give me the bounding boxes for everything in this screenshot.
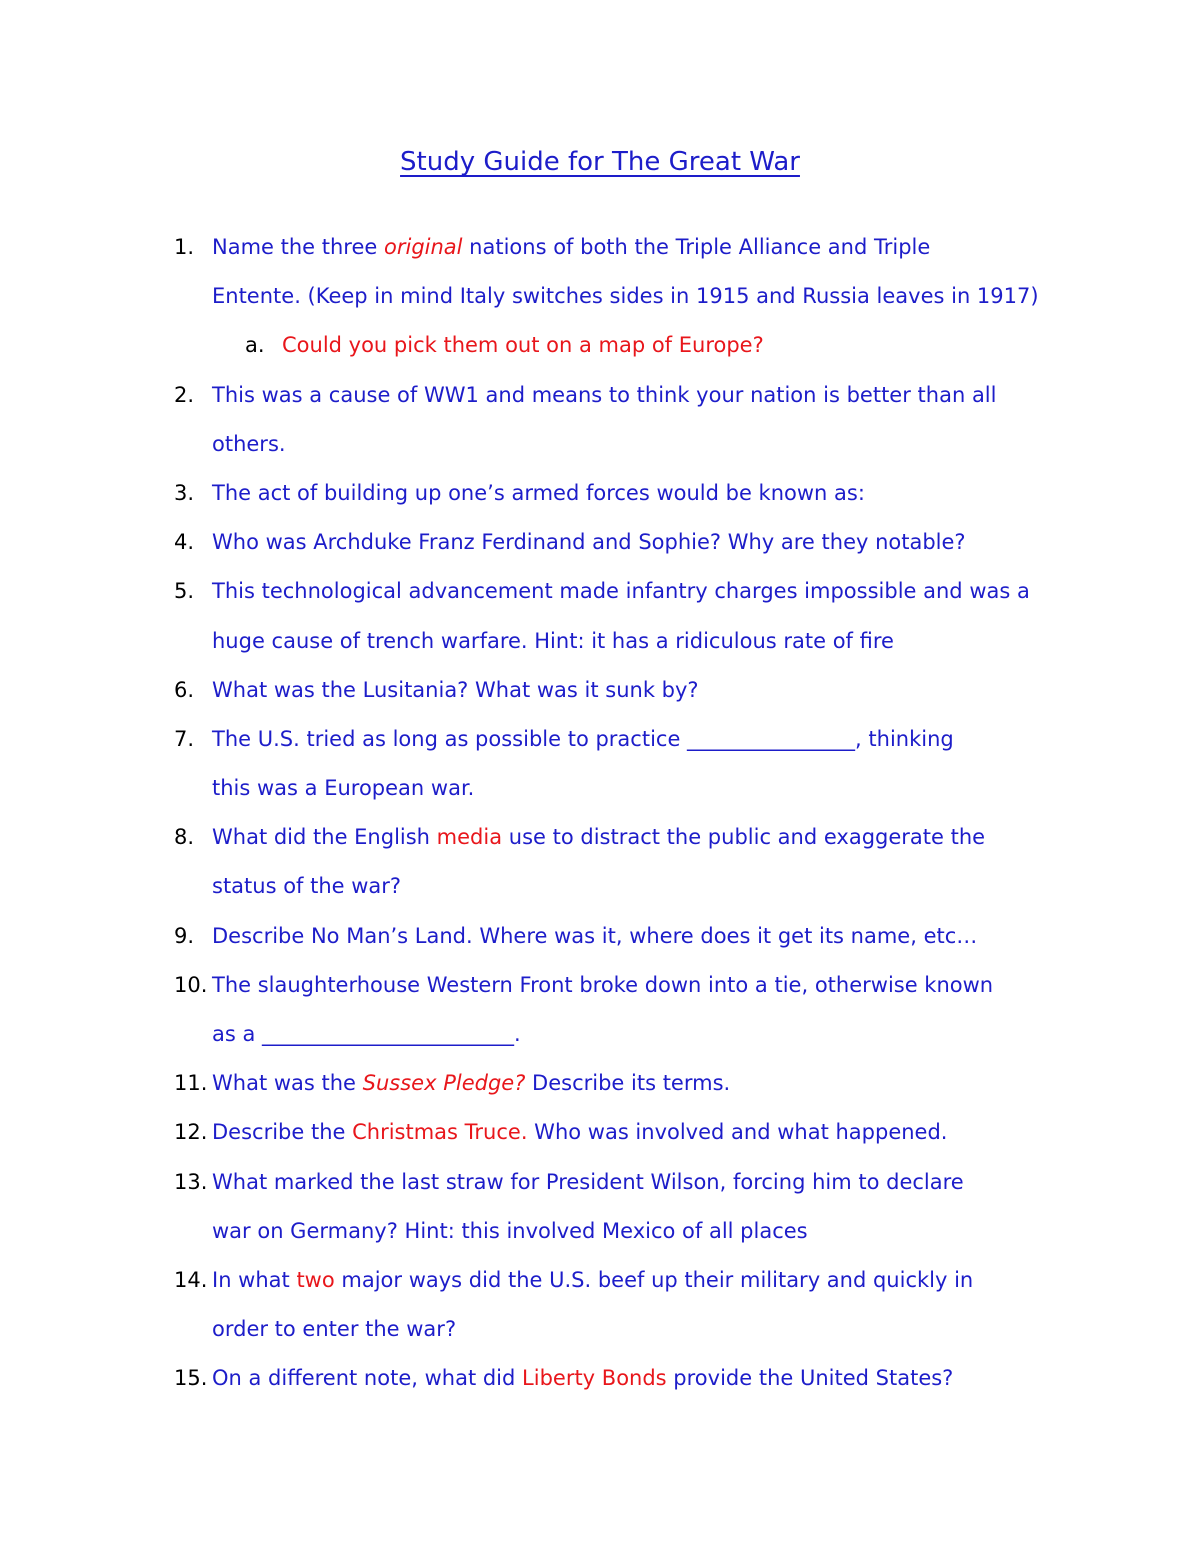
question-line	[0, 767, 1200, 816]
highlighted-term: Could you pick them out on a map of Europe?	[282, 333, 764, 358]
question-text	[212, 1357, 953, 1399]
question-text	[212, 718, 954, 760]
text-segment: Describe the	[212, 1120, 353, 1145]
text-segment: The U.S. tried as long as possible to practice ________________, thinking	[212, 726, 954, 751]
text-segment: war on Germany? Hint: this involved Mexico of all places	[212, 1218, 808, 1243]
question-line	[0, 1013, 1200, 1062]
question-list	[0, 226, 1200, 1407]
text-segment: Entente. (Keep in mind Italy switches sides in 1915 and Russia leaves in 1917)	[212, 284, 1039, 309]
text-segment: This technological advancement made infantry charges impossible and was a	[212, 579, 1030, 604]
text-segment: On a different note, what did	[212, 1366, 523, 1391]
question-number: 8.	[174, 825, 195, 850]
text-segment: status of the war?	[212, 874, 402, 899]
question-line	[0, 865, 1200, 914]
question-item	[0, 374, 1200, 472]
question-number: 6.	[174, 677, 195, 702]
question-item	[0, 1161, 1200, 1259]
question-number: 13.	[174, 1169, 208, 1194]
question-text	[212, 669, 699, 711]
question-text	[212, 226, 930, 268]
question-line	[0, 669, 1200, 718]
text-segment: What marked the last straw for President Wilson, forcing him to declare	[212, 1169, 964, 1194]
question-text	[212, 472, 865, 514]
question-line	[0, 1161, 1200, 1210]
highlighted-term: Christmas Truce.	[352, 1120, 528, 1145]
sub-question-item	[0, 324, 1200, 373]
question-text	[212, 423, 286, 465]
question-line	[0, 1062, 1200, 1111]
question-text	[212, 1308, 456, 1350]
highlighted-term: Liberty Bonds	[522, 1366, 667, 1391]
question-line	[0, 1308, 1200, 1357]
text-segment: Describe its terms.	[525, 1071, 731, 1096]
text-segment: In what	[212, 1267, 297, 1292]
question-item	[0, 915, 1200, 964]
question-text	[212, 1161, 964, 1203]
question-line	[0, 570, 1200, 619]
question-line	[0, 816, 1200, 865]
question-item	[0, 226, 1200, 324]
text-segment: provide the United States?	[666, 1366, 954, 1391]
question-number: 12.	[174, 1120, 208, 1145]
text-segment: Name the three	[212, 235, 384, 259]
text-segment: What was the	[212, 1071, 363, 1096]
question-line	[0, 374, 1200, 423]
question-item	[0, 1111, 1200, 1160]
question-line	[0, 1357, 1200, 1406]
question-number: 14.	[174, 1267, 208, 1292]
text-segment: major ways did the U.S. beef up their military and quickly in	[334, 1267, 974, 1292]
text-segment: The slaughterhouse Western Front broke down into a tie, otherwise known	[212, 972, 994, 997]
question-text	[212, 374, 996, 416]
question-text	[212, 915, 977, 957]
question-line	[0, 226, 1200, 275]
highlighted-term: original	[384, 235, 463, 259]
question-text	[212, 1062, 730, 1104]
question-item	[0, 570, 1200, 668]
question-item	[0, 521, 1200, 570]
text-segment: others.	[212, 431, 286, 456]
question-number: 2.	[174, 382, 195, 407]
question-line	[0, 620, 1200, 669]
question-text	[212, 1013, 521, 1055]
question-line	[0, 521, 1200, 570]
text-segment: huge cause of trench warfare. Hint: it has a ridiculous rate of fire	[212, 628, 894, 653]
question-line	[0, 472, 1200, 521]
text-segment: Describe No Man’s Land. Where was it, where does it get its name, etc…	[212, 923, 978, 948]
question-item	[0, 1062, 1200, 1111]
sub-question-letter: a.	[245, 333, 265, 358]
page-title: Study Guide for The Great War	[400, 147, 800, 177]
text-segment: Who was Archduke Franz Ferdinand and Sophie? Why are they notable?	[212, 530, 966, 555]
question-text	[212, 1259, 973, 1301]
text-segment: order to enter the war?	[212, 1317, 457, 1342]
text-segment: as a ________________________.	[212, 1022, 521, 1046]
question-line	[0, 718, 1200, 767]
question-text	[212, 275, 1039, 317]
question-item	[0, 816, 1200, 914]
question-line	[0, 1259, 1200, 1308]
question-line	[0, 964, 1200, 1013]
text-segment: Who was involved and what happened.	[527, 1120, 948, 1145]
question-text	[212, 570, 1030, 612]
question-text	[282, 324, 764, 366]
question-number: 15.	[174, 1366, 208, 1391]
question-text	[212, 521, 966, 563]
question-number: 11.	[174, 1071, 208, 1096]
question-text	[212, 1111, 947, 1153]
question-line	[0, 324, 1200, 373]
question-text	[212, 964, 993, 1006]
question-text	[212, 767, 474, 809]
question-number: 4.	[174, 530, 195, 555]
question-item	[0, 1357, 1200, 1406]
question-item	[0, 669, 1200, 718]
question-item	[0, 472, 1200, 521]
text-segment: This was a cause of WW1 and means to think your nation is better than all	[212, 382, 997, 407]
question-line	[0, 1210, 1200, 1259]
highlighted-term: Sussex Pledge?	[362, 1071, 526, 1096]
question-text	[212, 1210, 808, 1252]
question-line	[0, 423, 1200, 472]
question-number: 1.	[174, 235, 195, 259]
question-number: 3.	[174, 480, 195, 505]
question-item	[0, 718, 1200, 816]
question-line	[0, 275, 1200, 324]
text-segment: What did the English	[212, 825, 437, 850]
question-line	[0, 915, 1200, 964]
question-number: 5.	[174, 579, 195, 604]
question-number: 10.	[174, 972, 208, 997]
question-line	[0, 1111, 1200, 1160]
question-text	[212, 816, 985, 858]
question-text	[212, 620, 894, 662]
question-number: 7.	[174, 726, 195, 751]
highlighted-term: two	[296, 1267, 335, 1292]
text-segment: use to distract the public and exaggerate the	[502, 825, 986, 850]
highlighted-term: media	[436, 825, 503, 850]
text-segment: The act of building up one’s armed forces would be known as:	[212, 480, 865, 505]
question-number: 9.	[174, 923, 195, 948]
question-text	[212, 865, 401, 907]
question-item	[0, 1259, 1200, 1357]
text-segment: this was a European war.	[212, 776, 475, 801]
question-item	[0, 964, 1200, 1062]
text-segment: What was the Lusitania? What was it sunk by?	[212, 677, 699, 702]
text-segment: nations of both the Triple Alliance and Triple	[462, 235, 931, 259]
